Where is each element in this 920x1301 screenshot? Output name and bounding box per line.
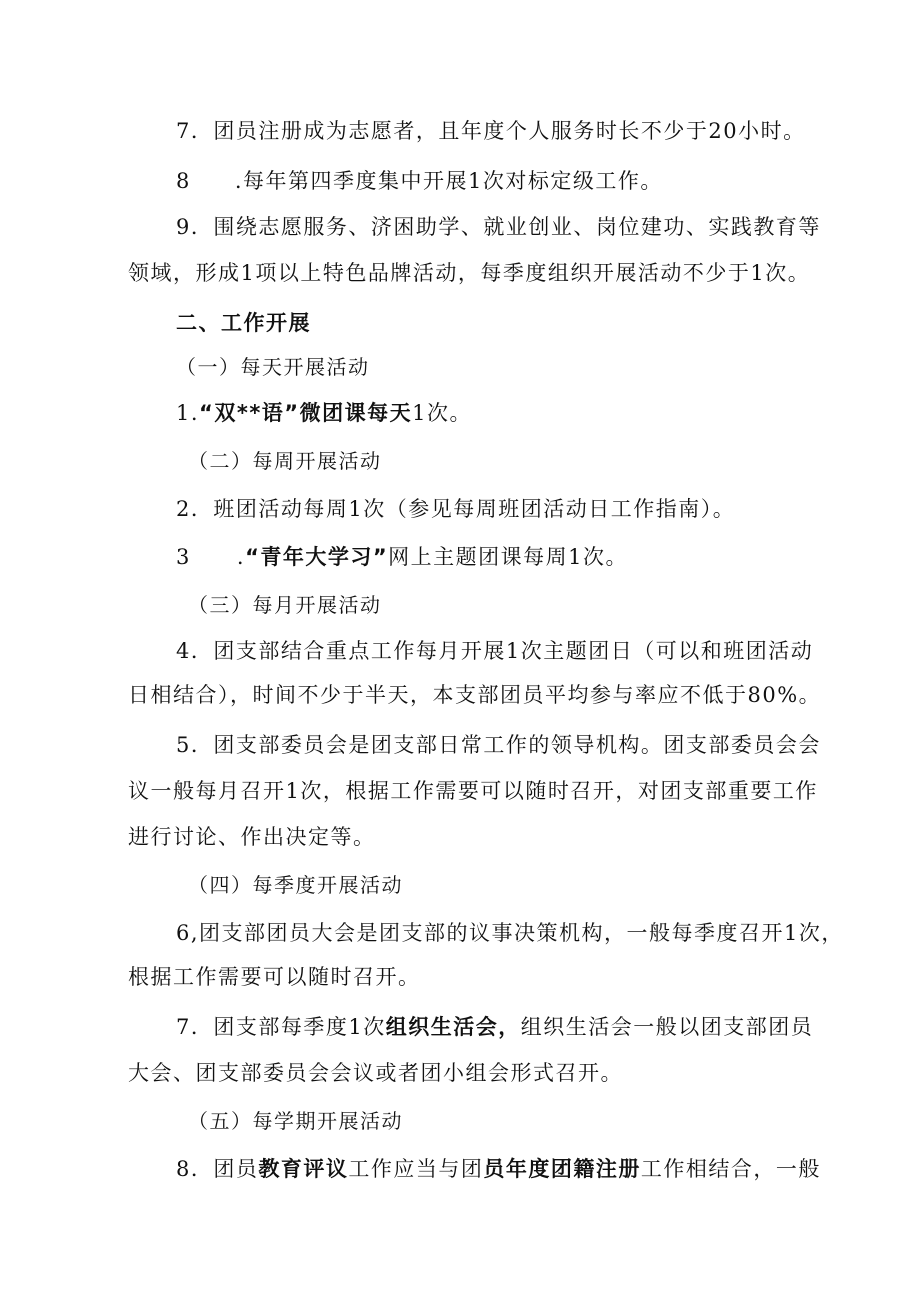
subheading-quarterly: （四）每季度开展活动 <box>188 873 403 897</box>
paragraph-9a-line1: 9．围绕志愿服务、济困助学、就业创业、岗位建功、实践教育等 <box>176 215 821 239</box>
subheading-daily: （一）每天开展活动 <box>176 355 370 379</box>
paragraph-7-line1: 7．团支部每季度1次组织生活会，组织生活会一般以团支部团员 <box>176 1015 814 1039</box>
paragraph-6-line1: 6,团支部团员大会是团支部的议事决策机构，一般每季度召开1次， <box>176 921 844 945</box>
paragraph-7a: 7．团员注册成为志愿者，且年度个人服务时长不少于20小时。 <box>176 119 806 143</box>
paragraph-5-line3: 进行讨论、作出决定等。 <box>128 825 376 849</box>
paragraph-6-line2: 根据工作需要可以随时召开。 <box>128 965 421 989</box>
subheading-monthly: （三）每月开展活动 <box>188 593 382 617</box>
paragraph-1: 1.“双**语”微团课每天1次。 <box>176 401 472 425</box>
paragraph-5-line1: 5．团支部委员会是团支部日常工作的领导机构。团支部委员会会 <box>176 733 821 757</box>
paragraph-4-line1: 4．团支部结合重点工作每月开展1次主题团日（可以和班团活动 <box>176 639 814 663</box>
paragraph-4-line2: 日相结合），时间不少于半天，本支部团员平均参与率应不低于80%。 <box>128 683 822 707</box>
paragraph-3: 3 .“青年大学习”网上主题团课每周1次。 <box>176 545 629 569</box>
subheading-semester: （五）每学期开展活动 <box>188 1109 403 1133</box>
paragraph-7-line2: 大会、团支部委员会会议或者团小组会形式召开。 <box>128 1061 623 1085</box>
paragraph-8a: 8 .每年第四季度集中开展1次对标定级工作。 <box>176 169 663 193</box>
subheading-weekly: （二）每周开展活动 <box>188 449 382 473</box>
paragraph-8-line1: 8．团员教育评议工作应当与团员年度团籍注册工作相结合，一般 <box>176 1157 821 1181</box>
section-heading: 二、工作开展 <box>176 311 311 335</box>
paragraph-9a-line2: 领域，形成1项以上特色品牌活动，每季度组织开展活动不少于1次。 <box>128 261 811 285</box>
paragraph-2: 2．班团活动每周1次（参见每周班团活动日工作指南）。 <box>176 497 736 521</box>
paragraph-5-line2: 议一般每月召开1次，根据工作需要可以随时召开，对团支部重要工作 <box>128 779 818 803</box>
